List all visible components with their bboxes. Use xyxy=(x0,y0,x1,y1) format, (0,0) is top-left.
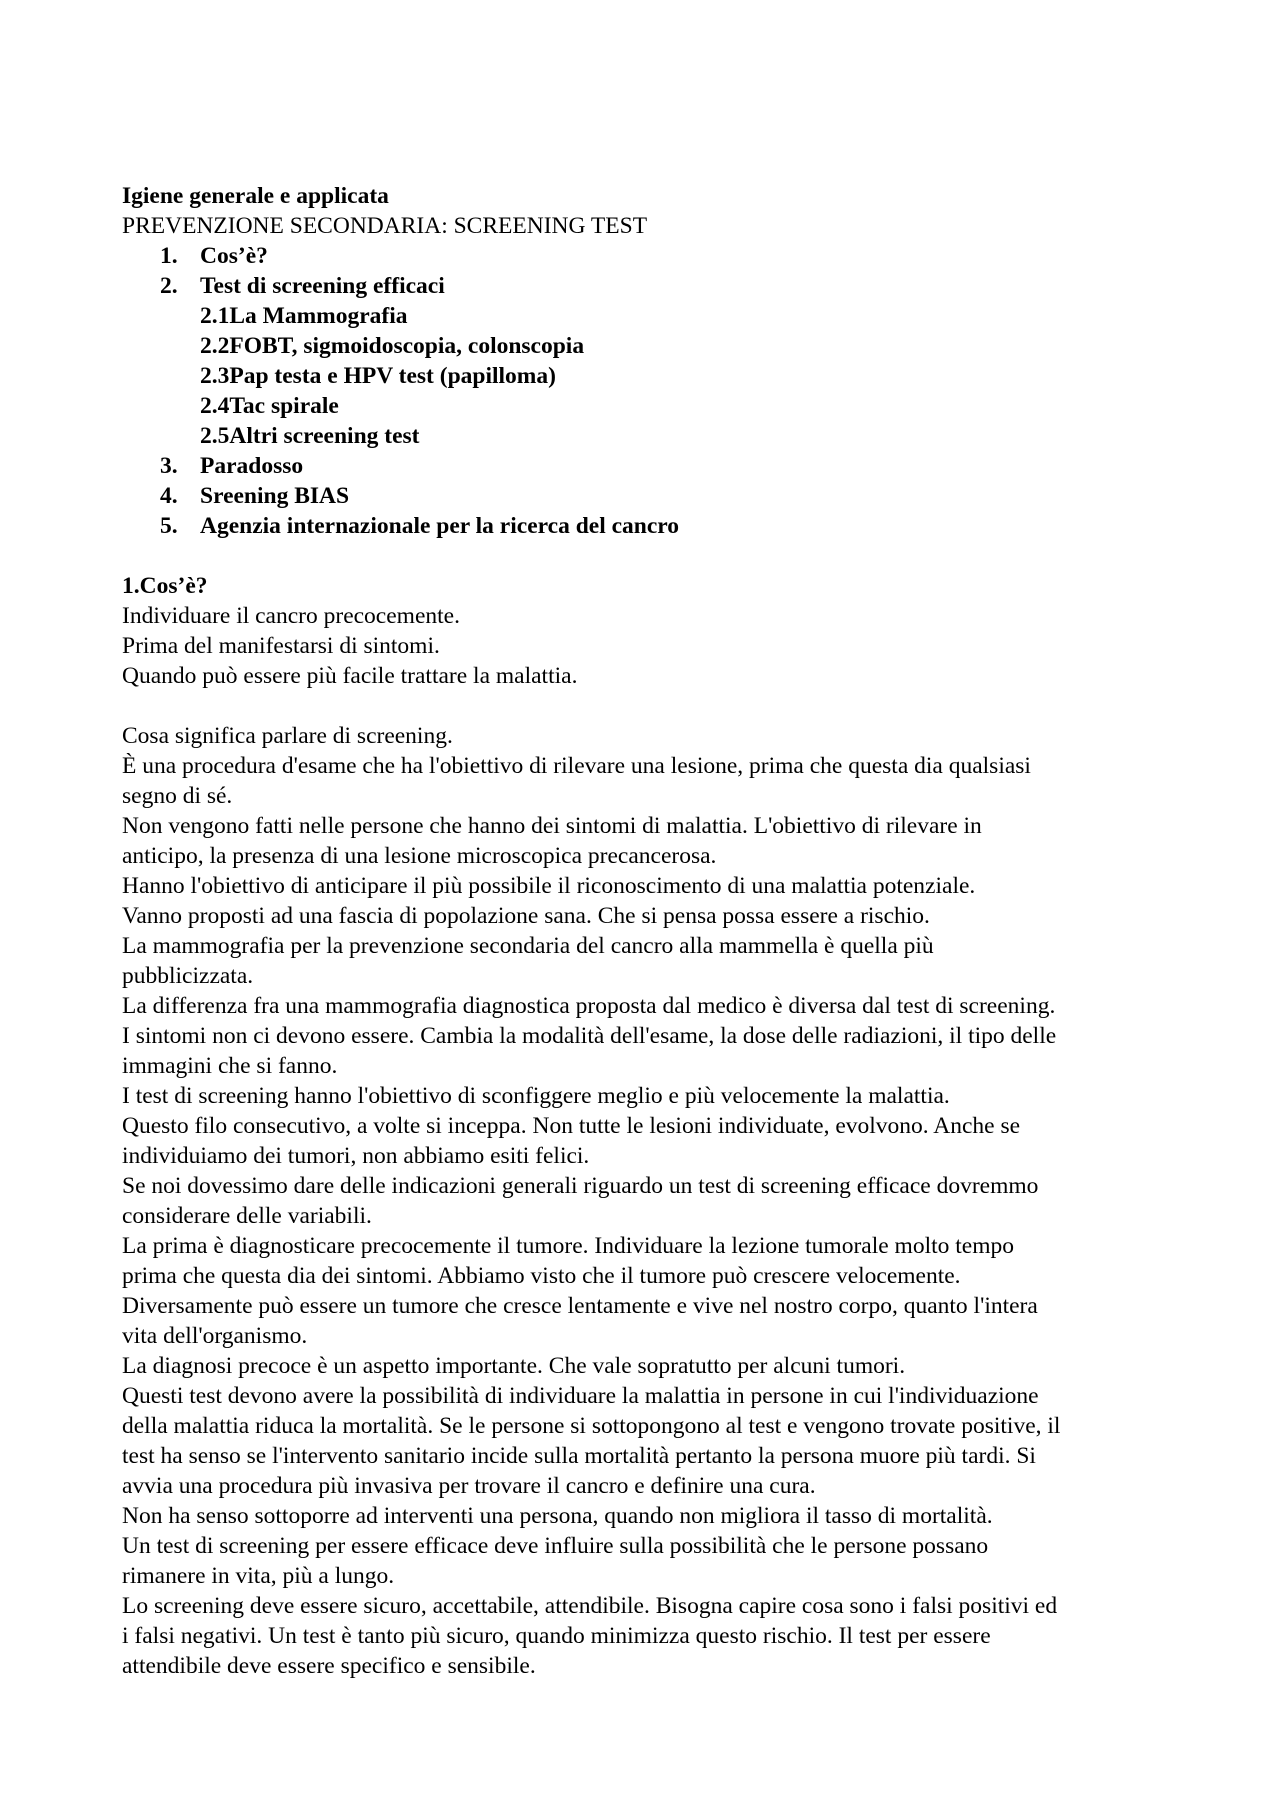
subject-heading: Igiene generale e applicata xyxy=(122,183,389,209)
text-line: La prima è diagnosticare precocemente il tumore. Individuare la lezione tumorale molto tempo xyxy=(122,1233,1015,1259)
toc-label: 2.3Pap testa e HPV test (papilloma) xyxy=(200,363,556,389)
text-line: È una procedura d'esame che ha l'obiettivo di rilevare una lesione, prima che questa dia qualsiasi xyxy=(122,753,1031,779)
text-line: Non vengono fatti nelle persone che hanno dei sintomi di malattia. L'obiettivo di rilevare in xyxy=(122,813,982,839)
text-line: attendibile deve essere specifico e sensibile. xyxy=(122,1653,536,1679)
text-line: Questi test devono avere la possibilità di individuare la malattia in persone in cui l'individuazione xyxy=(122,1383,1039,1409)
text-line: Diversamente può essere un tumore che cresce lentamente e vive nel nostro corpo, quanto l'intera xyxy=(122,1293,1038,1319)
text-line: Quando può essere più facile trattare la malattia. xyxy=(122,663,578,689)
toc-item xyxy=(122,451,1162,481)
toc-label: 2.2FOBT, sigmoidoscopia, colonscopia xyxy=(200,333,585,359)
toc-subitem xyxy=(122,421,1162,451)
toc-subitem xyxy=(122,391,1162,421)
text-line: Prima del manifestarsi di sintomi. xyxy=(122,633,440,659)
text-line: della malattia riduca la mortalità. Se le persone si sottopongono al test e vengono trovate positive, il xyxy=(122,1413,1061,1439)
text-line: i falsi negativi. Un test è tanto più sicuro, quando minimizza questo rischio. Il test per essere xyxy=(122,1623,991,1649)
intro-paragraph xyxy=(122,601,1162,691)
toc-number: 3. xyxy=(160,453,178,479)
toc-label: Agenzia internazionale per la ricerca del cancro xyxy=(200,513,680,539)
toc-label: Paradosso xyxy=(200,453,304,479)
text-line: La diagnosi precoce è un aspetto importante. Che vale sopratutto per alcuni tumori. xyxy=(122,1353,906,1379)
text-line: Vanno proposti ad una fascia di popolazione sana. Che si pensa possa essere a rischio. xyxy=(122,903,930,929)
toc-item xyxy=(122,271,1162,301)
text-line: immagini che si fanno. xyxy=(122,1053,338,1079)
text-line: I test di screening hanno l'obiettivo di sconfiggere meglio e più velocemente la malattia. xyxy=(122,1083,950,1109)
body-text xyxy=(122,721,1162,1681)
toc-item xyxy=(122,241,1162,271)
blank-line xyxy=(122,541,1162,571)
text-line: individuiamo dei tumori, non abbiamo esiti felici. xyxy=(122,1143,590,1169)
text-line: Se noi dovessimo dare delle indicazioni generali riguardo un test di screening efficace dovremmo xyxy=(122,1173,1039,1199)
text-line: considerare delle variabili. xyxy=(122,1203,372,1229)
toc-number: 2. xyxy=(160,273,178,299)
text-line: test ha senso se l'intervento sanitario incide sulla mortalità pertanto la persona muore più tardi. Si xyxy=(122,1443,1036,1469)
text-line: rimanere in vita, più a lungo. xyxy=(122,1563,395,1589)
text-line: Questo filo consecutivo, a volte si inceppa. Non tutte le lesioni individuate, evolvono. Anche se xyxy=(122,1113,1021,1139)
text-line: Un test di screening per essere efficace deve influire sulla possibilità che le persone possano xyxy=(122,1533,989,1559)
text-line: pubblicizzata. xyxy=(122,963,254,989)
toc-label: 2.4Tac spirale xyxy=(200,393,339,419)
text-line: Cosa significa parlare di screening. xyxy=(122,723,453,749)
text-line: anticipo, la presenza di una lesione microscopica precancerosa. xyxy=(122,843,717,869)
text-line: La differenza fra una mammografia diagnostica proposta dal medico è diversa dal test di screening. xyxy=(122,993,1056,1019)
text-line: prima che questa dia dei sintomi. Abbiamo visto che il tumore può crescere velocemente. xyxy=(122,1263,961,1289)
document-content xyxy=(122,181,1162,1681)
text-line: segno di sé. xyxy=(122,783,233,809)
toc-item xyxy=(122,511,1162,541)
table-of-contents xyxy=(122,241,1162,541)
toc-label: 2.1La Mammografia xyxy=(200,303,408,329)
toc-number: 4. xyxy=(160,483,178,509)
blank-line xyxy=(122,691,1162,721)
text-line: I sintomi non ci devono essere. Cambia la modalità dell'esame, la dose delle radiazioni, il tipo delle xyxy=(122,1023,1057,1049)
toc-label: Test di screening efficaci xyxy=(200,273,445,299)
text-line: avvia una procedura più invasiva per trovare il cancro e definire una cura. xyxy=(122,1473,816,1499)
toc-label: 2.5Altri screening test xyxy=(200,423,420,449)
toc-number: 5. xyxy=(160,513,178,539)
toc-item xyxy=(122,481,1162,511)
toc-subitem xyxy=(122,301,1162,331)
toc-number: 1. xyxy=(160,243,178,269)
section-heading: 1.Cos’è? xyxy=(122,573,208,599)
text-line: La mammografia per la prevenzione secondaria del cancro alla mammella è quella più xyxy=(122,933,934,959)
document-title: PREVENZIONE SECONDARIA: SCREENING TEST xyxy=(122,213,648,239)
text-line: Lo screening deve essere sicuro, accettabile, attendibile. Bisogna capire cosa sono i falsi positivi ed xyxy=(122,1593,1058,1619)
toc-subitem xyxy=(122,361,1162,391)
toc-label: Cos’è? xyxy=(200,243,268,269)
text-line: vita dell'organismo. xyxy=(122,1323,308,1349)
text-line: Individuare il cancro precocemente. xyxy=(122,603,460,629)
toc-subitem xyxy=(122,331,1162,361)
text-line: Non ha senso sottoporre ad interventi una persona, quando non migliora il tasso di mortalità. xyxy=(122,1503,993,1529)
text-line: Hanno l'obiettivo di anticipare il più possibile il riconoscimento di una malattia potenziale. xyxy=(122,873,976,899)
toc-label: Sreening BIAS xyxy=(200,483,350,509)
